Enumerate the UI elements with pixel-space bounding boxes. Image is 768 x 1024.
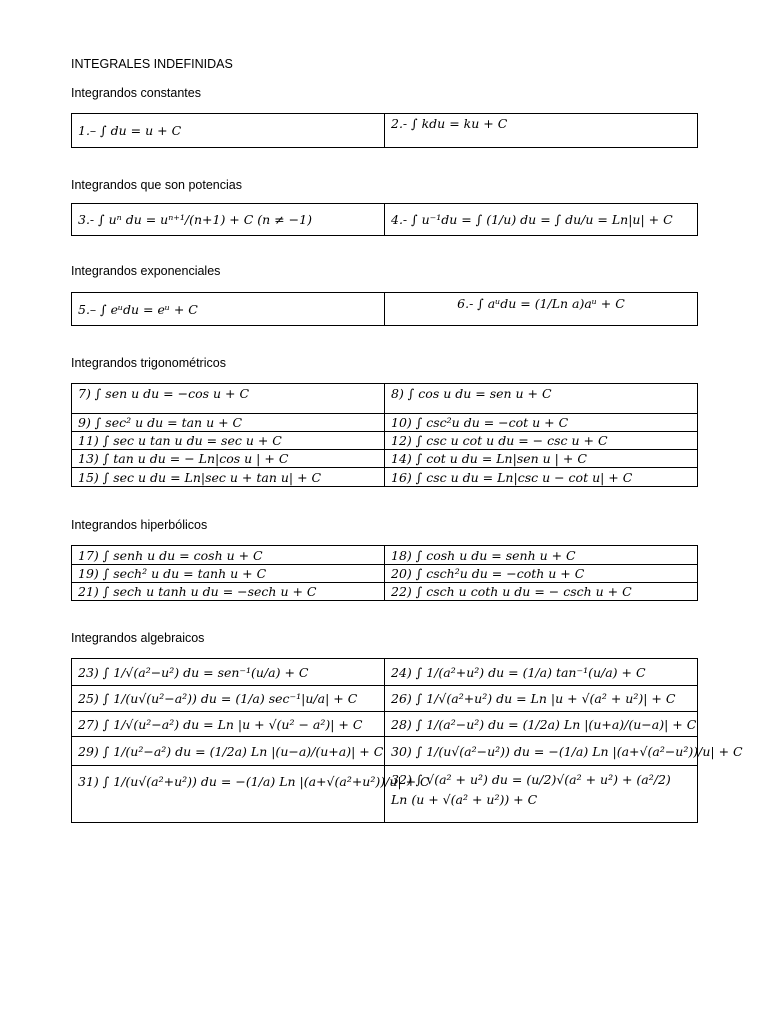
table-hiperbolicos [71, 545, 698, 601]
formula-cell: 30) ∫ 1/(u√(a²−u²)) du = −(1/a) Ln |(a+√(a²−u²))/u| + C [385, 737, 698, 766]
formula-cell: 4.- ∫ u⁻¹du = ∫ (1/u) du = ∫ du/u = Ln|u| + C [385, 204, 698, 236]
formula-row [72, 293, 698, 326]
heading-exponenciales: Integrandos exponenciales [71, 264, 221, 278]
formula-cell: 13) ∫ tan u du = − Ln|cos u | + C [72, 450, 385, 468]
formula-cell: 2.- ∫ kdu = ku + C [385, 114, 698, 148]
formula-cell: 32) ∫ √(a² + u²) du = (u/2)√(a² + u²) + (a²/2) Ln (u + √(a² + u²)) + C [385, 766, 698, 823]
formula-row [72, 204, 698, 236]
formula-cell: 9) ∫ sec² u du = tan u + C [72, 414, 385, 432]
formula-cell: 11) ∫ sec u tan u du = sec u + C [72, 432, 385, 450]
formula-cell: 29) ∫ 1/(u²−a²) du = (1/2a) Ln |(u−a)/(u+a)| + C [72, 737, 385, 766]
formula-cell: 7) ∫ sen u du = −cos u + C [72, 384, 385, 414]
formula-cell: 15) ∫ sec u du = Ln|sec u + tan u| + C [72, 468, 385, 487]
formula-cell: 5.– ∫ eᵘdu = eᵘ + C [72, 293, 385, 326]
formula-row [72, 659, 698, 686]
formula-cell: 27) ∫ 1/√(u²−a²) du = Ln |u + √(u² − a²)| + C [72, 712, 385, 737]
formula-row [72, 583, 698, 601]
formula-cell: 12) ∫ csc u cot u du = − csc u + C [385, 432, 698, 450]
formula-cell: 8) ∫ cos u du = sen u + C [385, 384, 698, 414]
formula-cell: 22) ∫ csch u coth u du = − csch u + C [385, 583, 698, 601]
formula-row [72, 384, 698, 414]
table-trigonometricos [71, 383, 698, 487]
formula-row [72, 468, 698, 487]
formula-row [72, 114, 698, 148]
formula-row [72, 686, 698, 712]
formula-cell: 26) ∫ 1/√(a²+u²) du = Ln |u + √(a² + u²)| + C [385, 686, 698, 712]
table-potencias [71, 203, 698, 236]
formula-cell: 3.- ∫ uⁿ du = uⁿ⁺¹/(n+1) + C (n ≠ −1) [72, 204, 385, 236]
formula-cell: 20) ∫ csch²u du = −coth u + C [385, 565, 698, 583]
formula-cell: 1.– ∫ du = u + C [72, 114, 385, 148]
heading-constantes: Integrandos constantes [71, 86, 201, 100]
heading-trigonometricos: Integrandos trigonométricos [71, 356, 226, 370]
formula-cell: 24) ∫ 1/(a²+u²) du = (1/a) tan⁻¹(u/a) + C [385, 659, 698, 686]
formula-row [72, 414, 698, 432]
formula-cell: 31) ∫ 1/(u√(a²+u²)) du = −(1/a) Ln |(a+√(a²+u²))/u| + C [72, 766, 385, 823]
formula-row [72, 432, 698, 450]
heading-potencias: Integrandos que son potencias [71, 178, 242, 192]
table-constantes [71, 113, 698, 148]
formula-cell: 18) ∫ cosh u du = senh u + C [385, 546, 698, 565]
formula-cell: 6.- ∫ aᵘdu = (1/Ln a)aᵘ + C [385, 293, 698, 326]
heading-algebraicos: Integrandos algebraicos [71, 631, 205, 645]
formula-cell: 17) ∫ senh u du = cosh u + C [72, 546, 385, 565]
formula-cell: 10) ∫ csc²u du = −cot u + C [385, 414, 698, 432]
formula-row [72, 766, 698, 823]
formula-cell: 23) ∫ 1/√(a²−u²) du = sen⁻¹(u/a) + C [72, 659, 385, 686]
formula-row [72, 737, 698, 766]
formula-cell: 28) ∫ 1/(a²−u²) du = (1/2a) Ln |(u+a)/(u−a)| + C [385, 712, 698, 737]
table-exponenciales [71, 292, 698, 326]
formula-row [72, 546, 698, 565]
heading-hiperbolicos: Integrandos hiperbólicos [71, 518, 208, 532]
formula-cell: 19) ∫ sech² u du = tanh u + C [72, 565, 385, 583]
formula-cell: 21) ∫ sech u tanh u du = −sech u + C [72, 583, 385, 601]
formula-row [72, 565, 698, 583]
formula-cell: 16) ∫ csc u du = Ln|csc u − cot u| + C [385, 468, 698, 487]
formula-cell: 25) ∫ 1/(u√(u²−a²)) du = (1/a) sec⁻¹|u/a| + C [72, 686, 385, 712]
formula-cell: 14) ∫ cot u du = Ln|sen u | + C [385, 450, 698, 468]
table-algebraicos [71, 658, 743, 823]
formula-row [72, 450, 698, 468]
formula-row [72, 712, 698, 737]
document-title: INTEGRALES INDEFINIDAS [71, 57, 233, 71]
